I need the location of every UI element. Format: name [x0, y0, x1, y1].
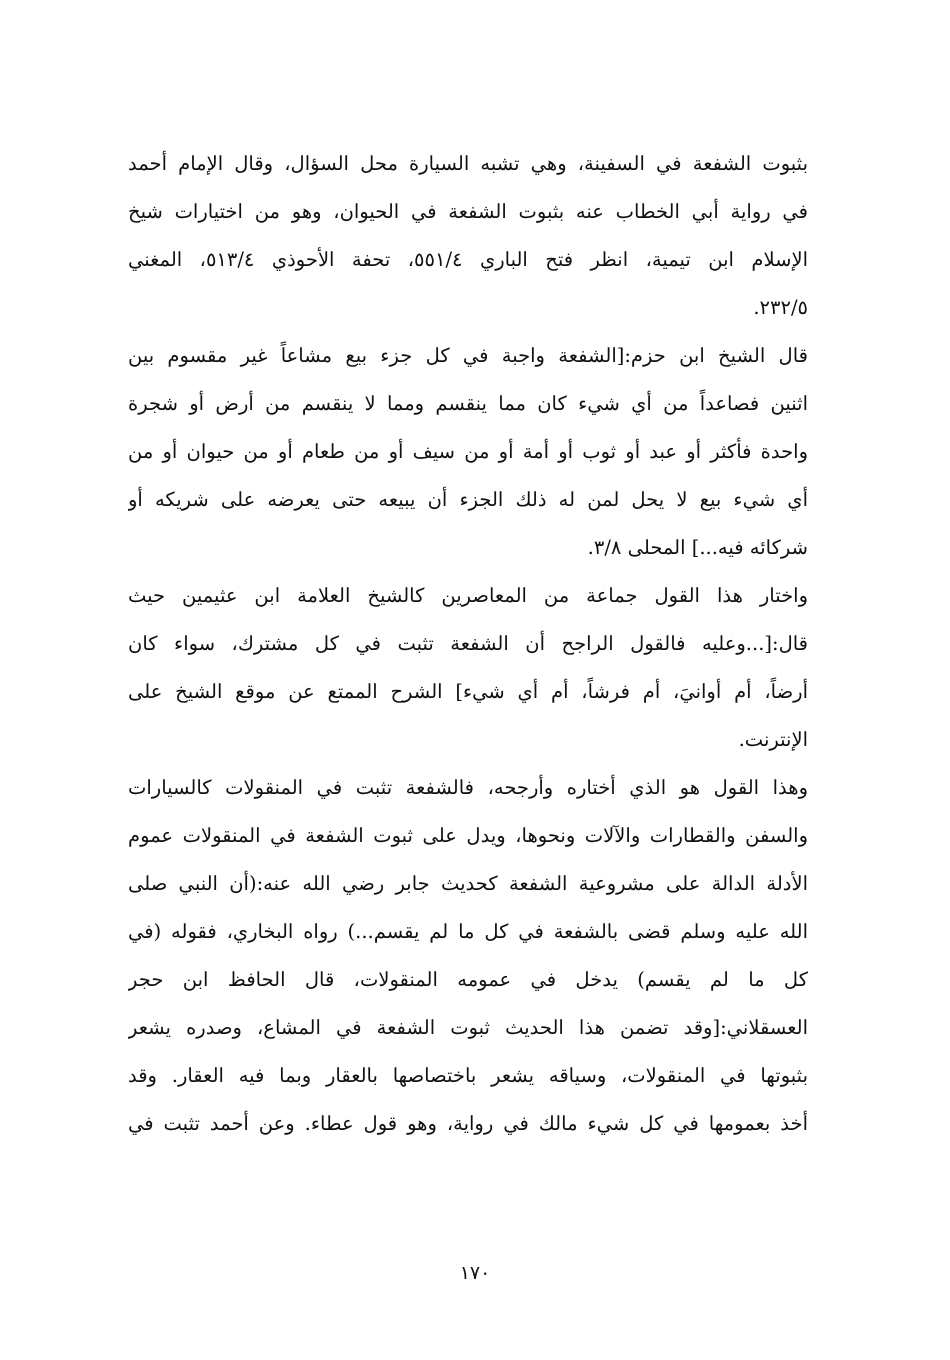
text-line: الأدلة الدالة على مشروعية الشفعة كحديث جابر رضي الله عنه:(أن النبي صلى: [128, 872, 808, 895]
page-number: ١٧٠: [459, 1262, 491, 1284]
text-line: بثبوتها في المنقولات، وسياقه يشعر باختصاصها بالعقار وبما فيه العقار. وقد: [128, 1064, 808, 1087]
text-line: واختار هذا القول جماعة من المعاصرين كالشيخ العلامة ابن عثيمين حيث: [128, 584, 808, 607]
text-line: قال:[...وعليه فالقول الراجح أن الشفعة تثبت في كل مشترك، سواء كان: [128, 632, 808, 655]
text-line: الله عليه وسلم قضى بالشفعة في كل ما لم يقسم...) رواه البخاري، فقوله (في: [128, 920, 808, 943]
text-line: أخذ بعمومها في كل شيء مالك في رواية، وهو قول عطاء. وعن أحمد تثبت في: [128, 1112, 808, 1135]
body-text: [128, 140, 808, 1148]
text-line: أي شيء بيع لا يحل لمن له ذلك الجزء أن يبيعه حتى يعرضه على شريكه أو: [128, 488, 808, 511]
text-line: أرضاً، أم أوانيَ، أم فرشاً، أم أي شيء] الشرح الممتع عن موقع الشيخ على: [128, 680, 808, 703]
text-line: كل ما لم يقسم) يدخل في عمومه المنقولات، قال الحافظ ابن حجر: [128, 968, 808, 991]
text-line: والسفن والقطارات والآلات ونحوها، ويدل على ثبوت الشفعة في المنقولات عموم: [128, 824, 808, 847]
text-line: في رواية أبي الخطاب عنه بثبوت الشفعة في الحيوان، وهو من اختيارات شيخ: [128, 200, 808, 223]
paragraph: [128, 140, 808, 332]
text-line: بثبوت الشفعة في السفينة، وهي تشبه السيارة محل السؤال، وقال الإمام أحمد: [128, 152, 808, 175]
paragraph: [128, 572, 808, 764]
text-line: ٢٣٢/٥.: [753, 296, 808, 319]
text-line: شركائه فيه...] المحلى ٣/٨.: [587, 536, 808, 559]
text-line: قال الشيخ ابن حزم:[الشفعة واجبة في كل جزء بيع مشاعاً غير مقسوم بين: [128, 344, 808, 367]
paragraph: [128, 332, 808, 572]
text-line: الإنترنت.: [738, 728, 808, 751]
paragraph: [128, 764, 808, 1148]
text-line: وهذا القول هو الذي أختاره وأرجحه، فالشفعة تثبت في المنقولات كالسيارات: [128, 776, 808, 799]
text-line: الإسلام ابن تيمية، انظر فتح الباري ٥٥١/٤، تحفة الأحوذي ٥١٣/٤، المغني: [128, 248, 808, 271]
text-line: واحدة فأكثر أو عبد أو ثوب أو أمة أو من سيف أو من طعام أو من حيوان أو من: [128, 440, 808, 463]
text-line: العسقلاني:[وقد تضمن هذا الحديث ثبوت الشفعة في المشاع، وصدره يشعر: [128, 1016, 808, 1039]
text-line: اثنين فصاعداً من أي شيء كان مما ينقسم ومما لا ينقسم من أرض أو شجرة: [128, 392, 808, 415]
